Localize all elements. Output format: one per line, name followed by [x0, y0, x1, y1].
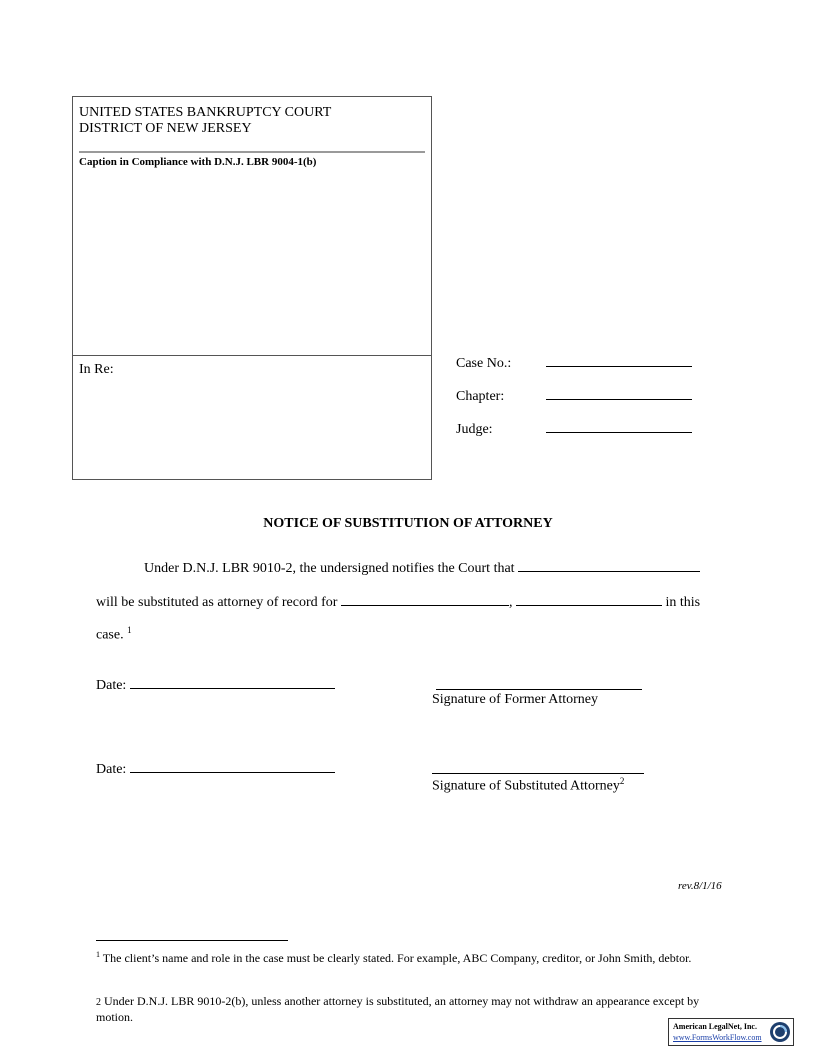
body-comma: ,: [508, 595, 513, 610]
body-line-2: [96, 592, 700, 611]
footnote-2: [96, 994, 724, 1025]
body-line-1: [144, 558, 700, 577]
caption-compliance-note: Caption in Compliance with D.N.J. LBR 9004-1(b): [79, 156, 317, 168]
former-signature-line[interactable]: [436, 689, 642, 690]
substituted-signature-row: [432, 776, 624, 795]
date-field-2[interactable]: [130, 759, 335, 773]
former-signature-label: Signature of Former Attorney: [432, 692, 599, 707]
body-line-1-text: Under D.N.J. LBR 9010-2, the undersigned notifies the Court that: [144, 561, 515, 576]
body-line-3-text: case.: [96, 627, 124, 643]
new-attorney-field[interactable]: [518, 558, 700, 572]
footnote-1-marker: 1: [127, 625, 132, 635]
date-row-1: [96, 675, 335, 694]
case-no-row: [456, 353, 692, 372]
footnote-2-text: Under D.N.J. LBR 9010-2(b), unless another attorney is substituted, an attorney may not withdraw an appearance except by motion.: [96, 994, 700, 1024]
judge-field[interactable]: [546, 419, 692, 433]
footnote-1: [96, 947, 706, 966]
in-re-label: In Re:: [79, 362, 114, 377]
date-field-1[interactable]: [130, 675, 335, 689]
footnote-2-marker: 2: [619, 776, 625, 786]
date-label-1: Date:: [96, 678, 127, 693]
judge-row: [456, 419, 692, 438]
client-name-field[interactable]: [341, 592, 509, 606]
date-label-2: Date:: [96, 762, 127, 777]
footnote-1-text: The client’s name and role in the case must be clearly stated. For example, ABC Company, creditor, or John Smith, debtor.: [102, 951, 692, 965]
document-title: NOTICE OF SUBSTITUTION OF ATTORNEY: [263, 516, 553, 531]
body-line-2-end: in this: [665, 595, 701, 610]
substituted-signature-line[interactable]: [432, 773, 644, 774]
judge-label: Judge:: [456, 422, 493, 437]
case-no-label: Case No.:: [456, 356, 512, 371]
revision-date: rev.8/1/16: [678, 880, 722, 892]
caption-box: [72, 96, 432, 480]
client-role-field[interactable]: [516, 592, 662, 606]
chapter-row: [456, 386, 692, 405]
publisher-url[interactable]: www.FormsWorkFlow.com: [673, 1033, 762, 1042]
court-name: UNITED STATES BANKRUPTCY COURT: [79, 105, 332, 120]
footnote-separator: [96, 940, 288, 941]
substituted-signature-label: Signature of Substituted Attorney: [432, 778, 620, 794]
publisher-logo[interactable]: [668, 1018, 794, 1046]
footnote-2-number: 2: [96, 997, 101, 1008]
chapter-label: Chapter:: [456, 389, 505, 404]
date-row-2: [96, 759, 335, 778]
court-district: DISTRICT OF NEW JERSEY: [79, 121, 252, 136]
publisher-globe-icon: [769, 1021, 791, 1043]
caption-divider: [73, 355, 431, 356]
body-line-2-text: will be substituted as attorney of record for: [96, 595, 338, 610]
chapter-field[interactable]: [546, 386, 692, 400]
body-line-3: [96, 625, 132, 644]
publisher-name: American LegalNet, Inc.: [673, 1022, 757, 1031]
case-no-field[interactable]: [546, 353, 692, 367]
caption-rule: [79, 151, 425, 153]
footnote-1-number: 1: [96, 950, 100, 959]
